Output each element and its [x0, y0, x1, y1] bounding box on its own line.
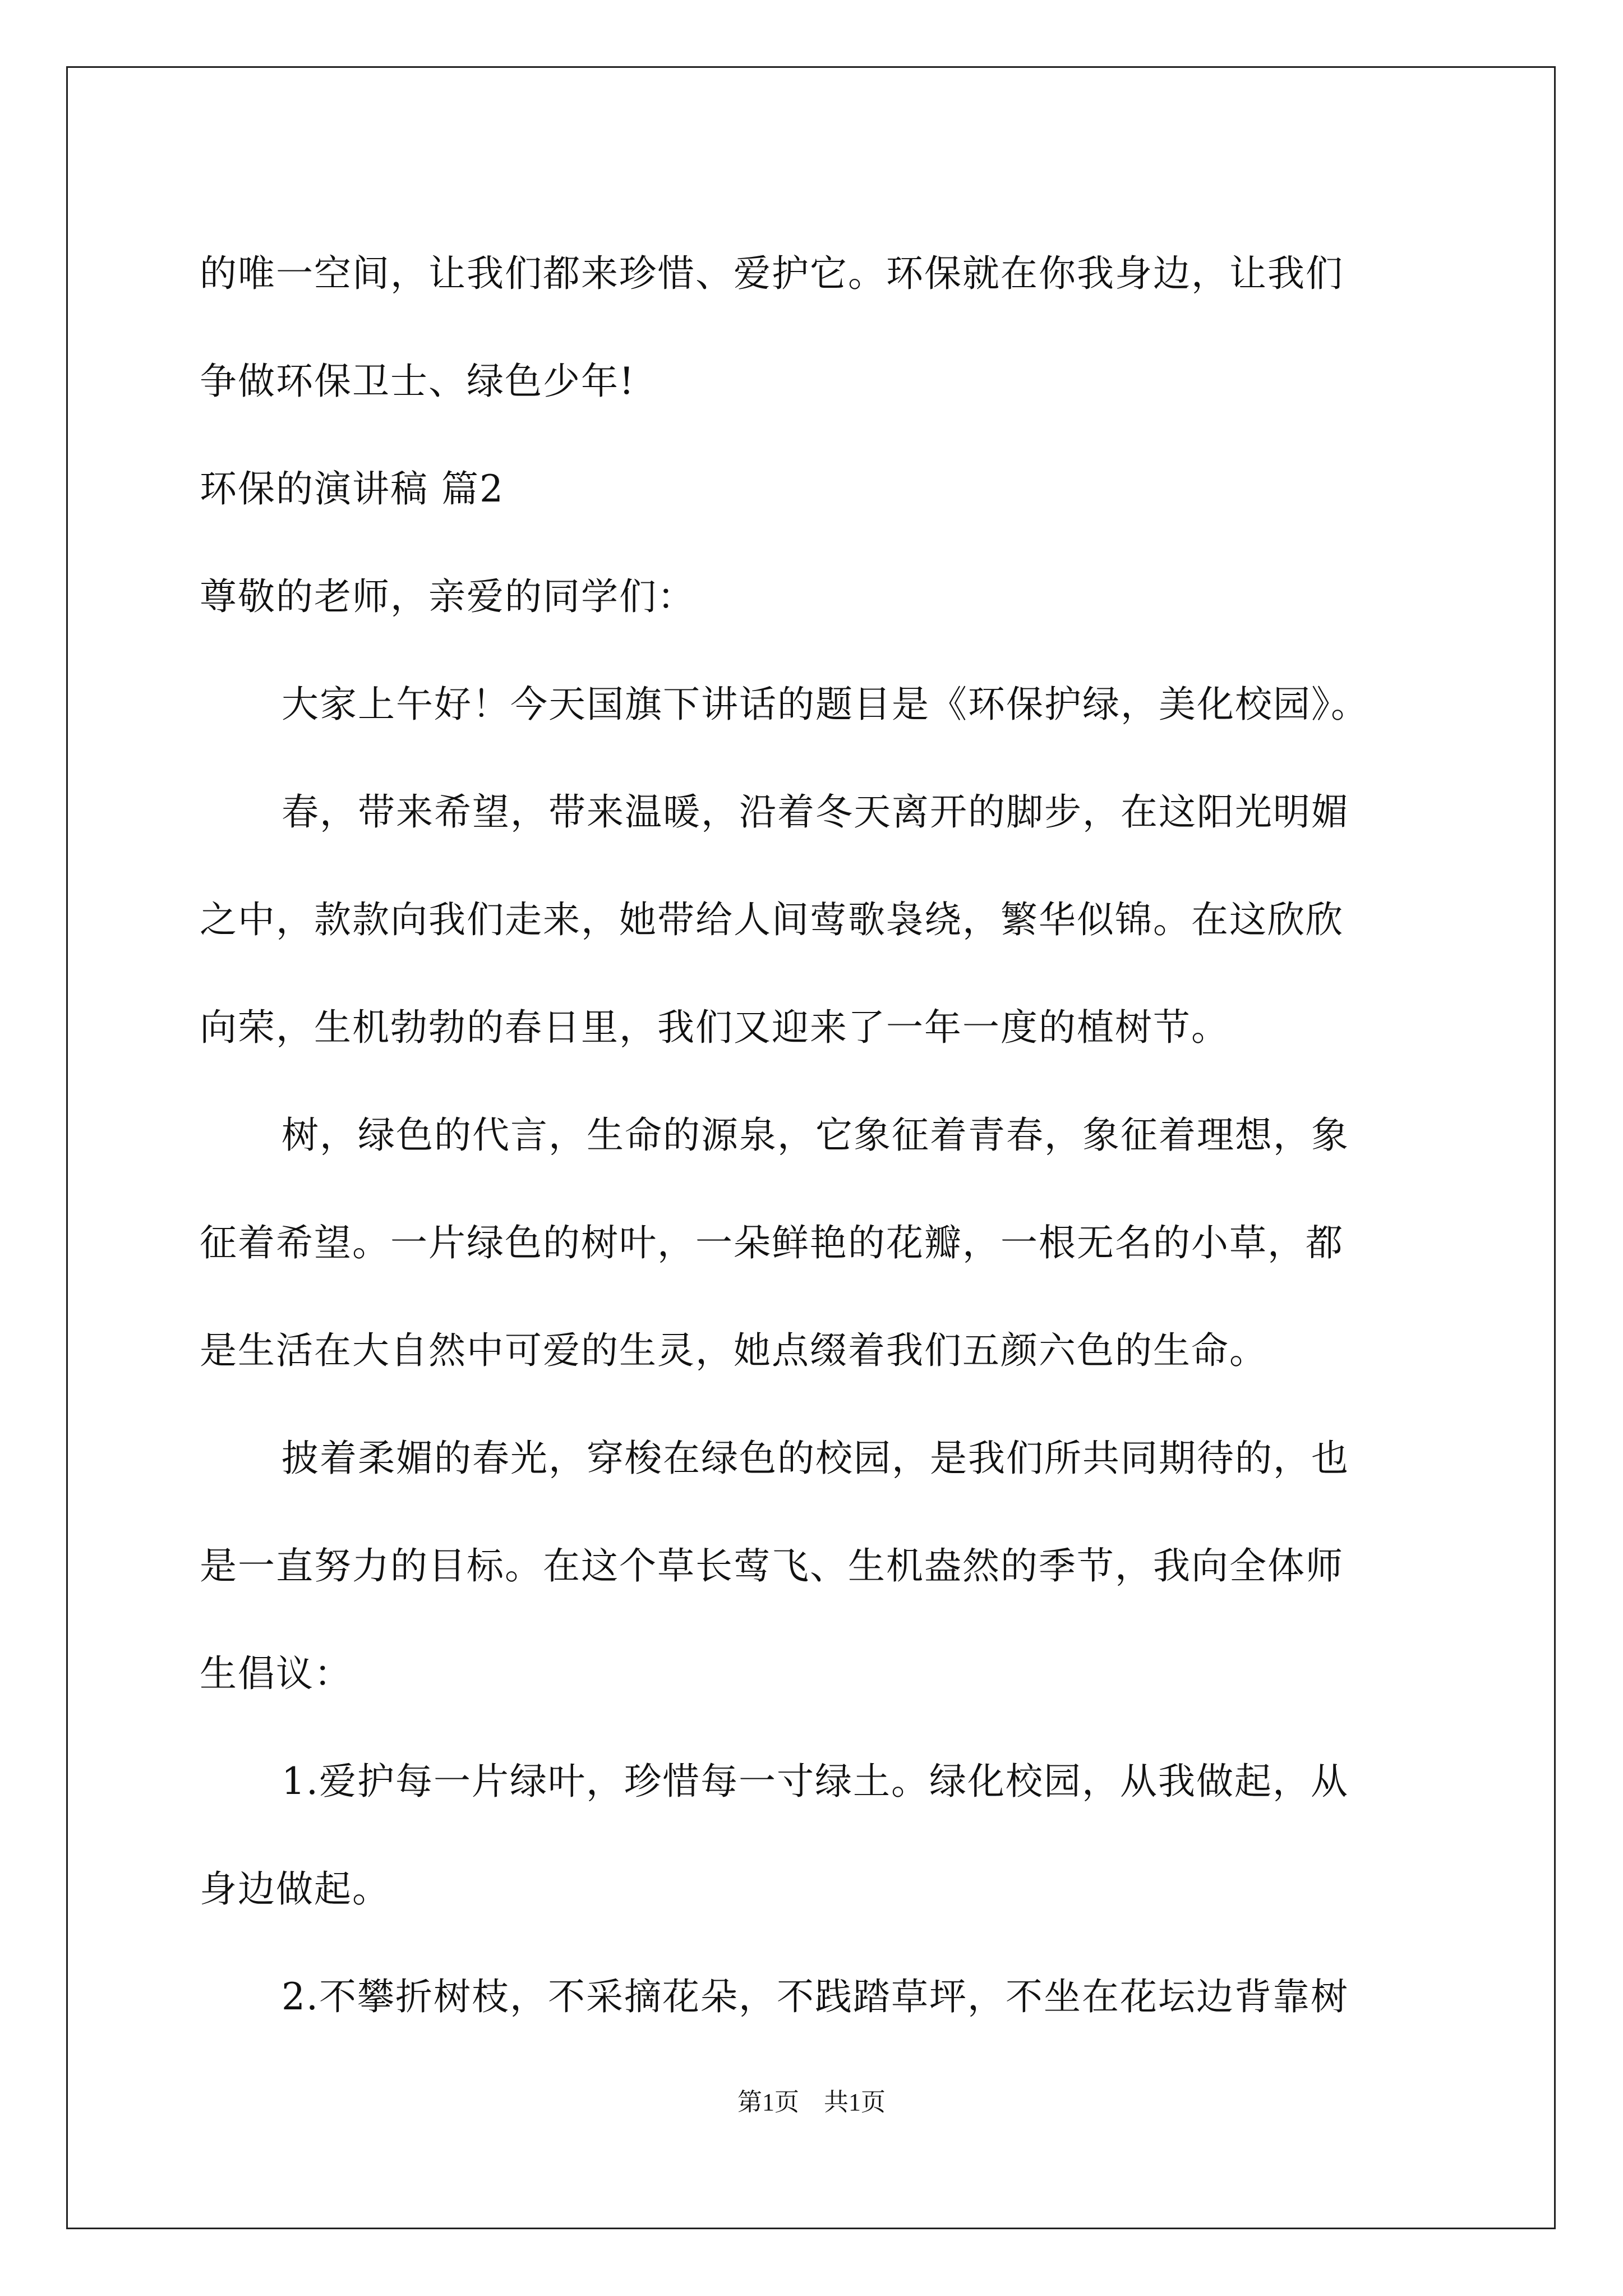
paragraph-start: 树，绿色的代言，生命的源泉，它象征着青春，象征着理想，象 — [282, 1114, 1349, 1157]
body-line: 征着希望。一片绿色的树叶，一朵鲜艳的花瓣，一根无名的小草，都 — [200, 1221, 1344, 1264]
body-line: 生倡议： — [200, 1652, 352, 1695]
list-item: 1.爱护每一片绿叶，珍惜每一寸绿土。绿化校园，从我做起，从 — [282, 1760, 1349, 1803]
paragraph-start: 大家上午好！今天国旗下讲话的题目是《环保护绿，美化校园》。 — [282, 683, 1369, 726]
section-heading: 环保的演讲稿 篇2 — [200, 467, 504, 510]
body-line: 之中，款款向我们走来，她带给人间莺歌袅绕，繁华似锦。在这欣欣 — [200, 898, 1344, 941]
body-line: 向荣，生机勃勃的春日里，我们又迎来了一年一度的植树节。 — [200, 1006, 1229, 1049]
document-body — [200, 220, 1439, 2051]
paragraph-start: 披着柔媚的春光，穿梭在绿色的校园，是我们所共同期待的，也 — [282, 1437, 1349, 1480]
page-number-footer: 第1页 共1页 — [737, 2088, 886, 2116]
body-line: 是生活在大自然中可爱的生灵，她点缀着我们五颜六色的生命。 — [200, 1329, 1267, 1372]
body-line: 的唯一空间，让我们都来珍惜、爱护它。环保就在你我身边，让我们 — [200, 252, 1344, 295]
paragraph-start: 春，带来希望，带来温暖，沿着冬天离开的脚步，在这阳光明媚 — [282, 790, 1349, 834]
list-item: 2.不攀折树枝，不采摘花朵，不践踏草坪，不坐在花坛边背靠树 — [282, 1975, 1349, 2018]
body-line: 身边做起。 — [200, 1867, 390, 1911]
salutation: 尊敬的老师，亲爱的同学们： — [200, 575, 695, 618]
body-line: 是一直努力的目标。在这个草长莺飞、生机盎然的季节，我向全体师 — [200, 1544, 1344, 1588]
body-line: 争做环保卫士、绿色少年! — [200, 360, 635, 403]
